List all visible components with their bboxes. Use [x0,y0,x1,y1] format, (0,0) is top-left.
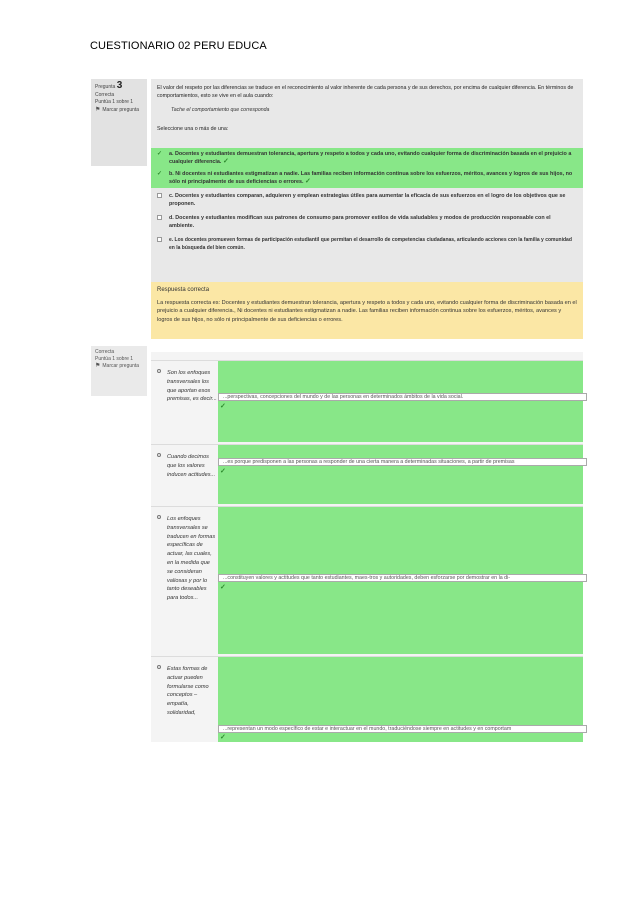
correct-check-icon: ✓ [220,584,226,591]
matching-row [151,360,583,442]
matching-answer-cell [218,657,583,742]
answer-text: c. Docentes y estudiantes comparan, adquieren y emplean estrategias útiles para aumentar la eficacia de sus esfuerzos en el logro de los objetivos que se proponen. [169,193,566,207]
document-title: CUESTIONARIO 02 PERU EDUCA [90,40,267,52]
answer-text: e. Los docentes promueven formas de participación estudiantil que permitan el desarrollo de competencias ciudadanas, articulando acciones con la familia y comunidad en la búsqueda del bien común. [169,237,572,251]
matching-row [151,444,583,504]
flag-icon: ⚑ [95,106,101,113]
matching-answer-cell [218,507,583,654]
correct-check-icon: ✓ [305,178,311,185]
flag-question-label: Marcar pregunta [102,106,140,113]
question-status: Correcta [95,349,115,355]
matching-premise: Cuando decimos que los valores inducen actitudes... [167,454,216,478]
matching-answer-select[interactable]: ...perspectivas, concepciones del mundo y de las personas en determinados ámbitos de la vida social. [218,393,587,401]
correct-check-icon: ✓ [220,403,226,410]
flag-question-label: Marcar pregunta [102,363,140,369]
matching-answer-cell [218,361,583,442]
flag-question-link[interactable] [95,107,143,115]
bullet-icon [157,515,161,519]
answer-checkbox[interactable] [157,237,162,242]
bullet-icon [157,369,161,373]
question-info-panel-2 [91,346,147,396]
matching-premise: Son los enfoques transversales los que aportan esos premisas, es decir... [167,370,217,403]
answer-option-c[interactable] [151,190,583,210]
question-status: Correcta [95,91,115,98]
question-info-panel [91,79,147,166]
bullet-icon [157,665,161,669]
matching-answer-select[interactable]: ...representan un modo específico de estar e interactuar en el mundo, traduciéndose siempre en actitudes y en comportam [218,725,587,733]
flag-question-link[interactable] [95,363,143,370]
question-number [95,82,143,92]
matching-premise: Estas formas de actuar pueden formularse como conceptos – empatía, solidaridad, [167,666,209,716]
answer-checkbox[interactable] [157,215,162,220]
answer-list [151,148,583,254]
matching-row [151,656,583,742]
correct-check-icon: ✓ [220,734,226,741]
question-label: Pregunta [95,84,116,90]
answer-option-a[interactable] [151,148,583,168]
question-number-value: 3 [116,80,123,91]
bullet-icon [157,453,161,457]
matching-answer-select[interactable]: ...constituyen valores y actitudes que tanto estudiantes, maes-tros y autoridades, deben esforzarse por demostrar en la di- [218,574,587,582]
feedback-title: Respuesta correcta [157,287,210,293]
matching-answer-cell [218,445,583,504]
correct-check-icon: ✓ [222,158,229,165]
matching-answer-select[interactable]: ...es porque predisponen a las personas a responder de una cierta manera a determinadas situaciones, a partir de premisas [218,458,587,466]
feedback-panel [151,282,583,339]
flag-icon: ⚑ [95,363,101,369]
question-score: Puntúa 1 sobre 1 [95,99,134,105]
matching-row [151,506,583,654]
answer-checkbox[interactable] [157,193,162,198]
answer-option-e[interactable] [151,234,583,254]
question-text: El valor del respeto por las diferencias se traduce en el reconocimiento al valor inherente de cada persona y de sus derechos, por encima de cualquier diferencia. En términos de comportamientos, esto se vive en el aula cuando: [157,85,574,99]
question-hint: Tache el comportamiento que corresponda [171,107,270,113]
selected-check-icon: ✓ [157,151,163,157]
answer-text: d. Docentes y estudiantes modifican sus patrones de consumo para promover estilos de vida saludables y modos de producción responsable con el ambiente. [169,215,551,229]
answer-text: b. Ni docentes ni estudiantes estigmatizan a nadie. Las familias reciben información continua sobre los esfuerzos, méritos, avances y logros de sus hijos, no sólo ni principalmente de sus deficiencias o errores. [169,171,573,185]
select-instruction: Seleccione una o más de una: [157,126,229,132]
selected-check-icon: ✓ [157,171,163,177]
matching-table [151,352,583,742]
answer-option-b[interactable] [151,168,583,188]
matching-premise: Los enfoques transversales se traducen en formas específicas de actuar, las cuales, en la medida que se consideran valiosas y por lo tanto deseables para todos... [167,516,216,602]
feedback-text: La respuesta correcta es: Docentes y estudiantes demuestran tolerancia, apertura y respeto a todos y cada uno, evitando cualquier forma de discriminación basada en el prejuicio a cualquier diferencia., Ni docentes ni estudiantes estigmatizan a nadie. Las familias reciben información continua sobre los esfuerzos, méritos, avances y logros de sus hijos, no sólo ni principalmente de sus deficiencias o errores. [157,299,577,323]
question-score: Puntúa 1 sobre 1 [95,356,134,362]
answer-option-d[interactable] [151,212,583,232]
correct-check-icon: ✓ [220,468,226,475]
answer-text: a. Docentes y estudiantes demuestran tolerancia, apertura y respeto a todos y cada uno, evitando cualquier forma de discriminación basada en el prejuicio a cualquier diferencia. [169,151,572,165]
